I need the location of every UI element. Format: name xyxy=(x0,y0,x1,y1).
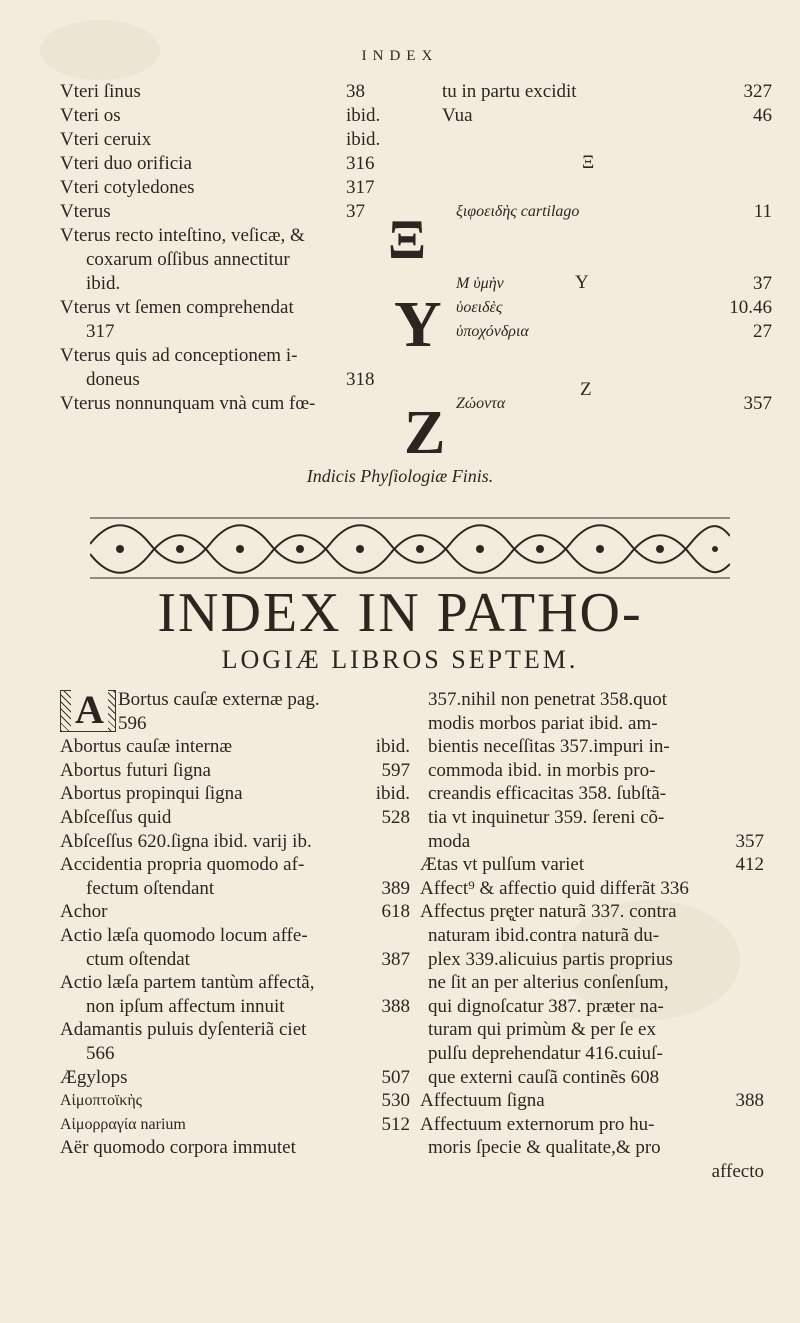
index-entry xyxy=(60,128,410,152)
index-entry xyxy=(428,1018,764,1042)
index-entry xyxy=(60,995,410,1019)
index-page-number: 37 xyxy=(346,201,365,222)
index-page-number: 528 xyxy=(381,806,410,828)
index-entry xyxy=(428,806,764,830)
decorative-ornament-band xyxy=(90,514,730,582)
index-entry xyxy=(60,224,410,248)
index-entry xyxy=(60,830,410,854)
index-entry-text: Affectuum ſigna xyxy=(420,1090,545,1112)
index-entry-text: commoda ibid. in morbis pro- xyxy=(428,759,656,781)
index-entry xyxy=(60,735,410,759)
index-page-number: 317 xyxy=(346,177,375,198)
index-entry-text: Abſceſſus 620.ſigna ibid. varij ib. xyxy=(60,830,312,852)
index-entry-text: Affectus prę̨ter naturã 337. contra xyxy=(420,901,677,923)
index-entry-text: moris ſpecie & qualitate,& pro xyxy=(428,1137,661,1159)
index-entry xyxy=(60,1113,410,1137)
index-entry-text: ξιφοειδὴς cartilago xyxy=(456,203,580,220)
index-entry-text: Ætas vt pulſum variet xyxy=(420,854,585,876)
index-entry-text: coxarum oſſibus annectitur xyxy=(86,249,290,270)
index-entry xyxy=(60,712,410,736)
index-entry-text: 317 xyxy=(86,321,115,342)
initial-letter: A xyxy=(71,689,108,731)
index-entry-text: Accidentia propria quomodo af- xyxy=(60,854,305,876)
index-entry xyxy=(60,344,410,368)
index-entry xyxy=(428,924,764,948)
index-entry-text: fectum oſtendant xyxy=(86,877,215,899)
index-entry-text: tu in partu excidit xyxy=(442,81,577,102)
index-entry xyxy=(60,392,410,416)
index-entry xyxy=(386,128,772,152)
index-entry-text: Vterus quis ad conceptionem i- xyxy=(60,345,298,366)
index-entry-text: Abortus propinqui ſigna xyxy=(60,783,243,805)
index-entry-text: Vteri duo orificia xyxy=(60,153,192,174)
index-entry-text: Vteri ſinus xyxy=(60,81,141,102)
index-page-number: 318 xyxy=(346,369,375,390)
section-letter-y-header: Y xyxy=(575,272,589,293)
index-entry xyxy=(60,948,410,972)
index-entry xyxy=(60,1089,410,1113)
index-entry xyxy=(428,1136,764,1160)
index-page-number: 27 xyxy=(753,321,772,342)
index-page-number: 316 xyxy=(346,153,375,174)
index-page-number: ibid. xyxy=(346,105,381,126)
index-entry-text: Vterus xyxy=(60,201,111,222)
index-entry-text: Vterus nonnunquam vnà cum fœ- xyxy=(60,393,316,414)
section-letter-xi: Ξ xyxy=(388,209,426,271)
pathology-index-right xyxy=(420,688,764,1183)
index-entry xyxy=(60,320,410,344)
index-entry-text: Abortus cauſæ internæ xyxy=(60,736,233,758)
section-end-note: Indicis Phyſiologiæ Finis. xyxy=(306,466,494,486)
index-page-number: 597 xyxy=(381,759,410,781)
index-entry xyxy=(428,712,764,736)
index-entry xyxy=(386,320,772,344)
section-subtitle: LOGIÆ LIBROS SEPTEM. xyxy=(221,645,579,674)
section-letter-y: Y xyxy=(394,288,442,361)
index-entry xyxy=(60,759,410,783)
index-page-number: 10.46 xyxy=(729,297,772,318)
index-entry-text: moda xyxy=(428,830,471,852)
index-entry xyxy=(386,296,772,320)
index-entry-text: ne ſit an per alterius conſenſum, xyxy=(428,972,669,994)
running-head: INDEX xyxy=(361,48,439,64)
index-page-number: ibid. xyxy=(375,736,410,758)
index-entry xyxy=(60,152,410,176)
index-page-number: 388 xyxy=(735,1090,764,1112)
index-page-number: 507 xyxy=(381,1066,410,1088)
index-entry-text: affecto xyxy=(711,1160,764,1182)
index-entry xyxy=(420,853,764,877)
section-letter-z: Z xyxy=(404,399,446,467)
index-page-number: 389 xyxy=(381,877,410,899)
index-entry xyxy=(60,176,410,200)
index-entry xyxy=(60,924,410,948)
index-entry-text: Aër quomodo corpora immutet xyxy=(60,1137,296,1159)
index-entry xyxy=(428,782,764,806)
index-entry xyxy=(420,877,764,901)
index-entry xyxy=(60,200,410,224)
index-entry-text: Vteri ceruix xyxy=(60,129,152,150)
index-entry-text: Adamantis puluis dyſenteriã ciet xyxy=(60,1019,307,1041)
index-page-number: 46 xyxy=(753,105,772,126)
index-entry-text: ibid. xyxy=(86,273,121,294)
index-entry xyxy=(420,900,764,924)
index-entry-text: 357.nihil non penetrat 358.quot xyxy=(428,689,668,710)
index-entry-text: 566 xyxy=(86,1042,115,1064)
index-entry xyxy=(386,152,772,176)
index-entry-text: tia vt inquinetur 359. ſereni cõ- xyxy=(428,806,665,828)
index-entry-text: Vterus recto inteſtino, veſicæ, & xyxy=(60,225,305,246)
index-entry xyxy=(428,759,764,783)
index-entry-text: Actio læſa quomodo locum affe- xyxy=(60,924,308,946)
index-page-number: 387 xyxy=(381,948,410,970)
index-entry-text: Achor xyxy=(60,901,108,923)
index-entry-text: naturam ibid.contra naturã du- xyxy=(428,924,660,946)
index-entry xyxy=(60,368,410,392)
index-entry xyxy=(428,735,764,759)
index-entry-text: Vua xyxy=(442,105,473,126)
index-entry-text: doneus xyxy=(86,369,140,390)
index-entry-text: turam qui primùm & per ſe ex xyxy=(428,1019,656,1041)
index-entry-text: creandis efficacitas 358. ſubſtã- xyxy=(428,783,667,805)
index-entry-text: Μ ὑμὴν xyxy=(456,275,504,292)
index-entry xyxy=(428,688,764,712)
index-entry-text: Ægylops xyxy=(60,1066,128,1088)
section-title: INDEX IN PATHO- xyxy=(157,582,643,644)
index-entry xyxy=(60,900,410,924)
index-entry xyxy=(428,948,764,972)
index-entry xyxy=(60,853,410,877)
index-entry-text: plex 339.alicuius partis proprius xyxy=(428,948,673,970)
index-entry xyxy=(60,877,410,901)
index-page-number: 618 xyxy=(381,901,410,923)
index-entry xyxy=(428,1066,764,1090)
index-entry-text: non ipſum affectum innuit xyxy=(86,995,285,1017)
index-entry xyxy=(386,80,772,104)
index-entry xyxy=(420,1113,764,1137)
index-page-number: 327 xyxy=(743,81,772,102)
index-entry xyxy=(60,971,410,995)
index-entry-text: Bortus cauſæ externæ pag. xyxy=(118,689,320,710)
index-entry xyxy=(386,200,772,224)
index-page-number: 530 xyxy=(381,1090,410,1112)
index-page-number: 412 xyxy=(735,854,764,876)
index-page-number: 357 xyxy=(735,830,764,852)
index-entry xyxy=(386,176,772,200)
index-entry-text: ὑποχόνδρια xyxy=(456,323,529,340)
index-entry-text: qui dignoſcatur 387. præter na- xyxy=(428,995,664,1017)
index-entry-text: Αἱμορραγία narium xyxy=(60,1115,186,1133)
index-page-number: 11 xyxy=(753,201,772,222)
index-entry-text: Ζώοντα xyxy=(456,395,506,412)
index-entry-text: modis morbos pariat ibid. am- xyxy=(428,712,658,734)
index-entry-text: Αἱμοπτοϊκὴς xyxy=(60,1092,143,1110)
index-entry-text: Actio læſa partem tantùm affectã, xyxy=(60,972,315,994)
index-page-number: 38 xyxy=(346,81,365,102)
index-column-right xyxy=(386,80,772,416)
index-entry xyxy=(428,995,764,1019)
index-entry-text: 596 xyxy=(118,712,147,734)
index-entry xyxy=(386,104,772,128)
index-entry-text: Affect⁹ & affectio quid differãt 336 xyxy=(420,877,689,899)
index-entry xyxy=(386,344,772,368)
section-letter-z-header: Z xyxy=(580,379,592,400)
index-entry-text: bientis neceſſitas 357.impuri in- xyxy=(428,736,670,758)
section-letter-xi-header: Ξ xyxy=(582,152,595,173)
index-entry xyxy=(60,80,410,104)
index-entry-text: que externi cauſã continẽs 608 xyxy=(428,1066,660,1088)
index-entry xyxy=(386,248,772,272)
index-column-left xyxy=(60,80,410,416)
index-entry-text: ctum oſtendat xyxy=(86,948,190,970)
index-entry-text: ὑοειδὲς xyxy=(456,299,503,316)
index-entry-text: pulſu deprehendatur 416.cuiuſ- xyxy=(428,1042,663,1064)
index-entry xyxy=(428,1160,764,1184)
index-entry xyxy=(60,1136,410,1160)
index-page-number: 512 xyxy=(381,1113,410,1135)
pathology-index-left xyxy=(60,688,410,1160)
index-entry-text: Abortus futuri ſigna xyxy=(60,759,211,781)
index-page-number: 357 xyxy=(743,393,772,414)
index-page-number: 37 xyxy=(753,273,772,294)
index-entry xyxy=(60,248,410,272)
index-entry xyxy=(60,296,410,320)
index-entry-text: Vteri os xyxy=(60,105,121,126)
index-entry xyxy=(60,688,410,712)
index-entry xyxy=(60,104,410,128)
index-entry xyxy=(420,1089,764,1113)
index-entry xyxy=(428,971,764,995)
index-entry xyxy=(60,1042,410,1066)
index-page-number: ibid. xyxy=(375,783,410,805)
index-page-number: 388 xyxy=(381,995,410,1017)
index-entry-text: Vterus vt ſemen comprehendat xyxy=(60,297,294,318)
index-entry xyxy=(60,782,410,806)
index-entry xyxy=(428,1042,764,1066)
index-entry xyxy=(60,1018,410,1042)
index-entry xyxy=(386,368,772,392)
index-entry-text: Affectuum externorum pro hu- xyxy=(420,1113,655,1135)
index-entry-text: Abſceſſus quid xyxy=(60,806,172,828)
index-entry xyxy=(60,806,410,830)
index-entry xyxy=(60,1066,410,1090)
index-entry xyxy=(428,830,764,854)
index-page-number: ibid. xyxy=(346,129,381,150)
index-entry xyxy=(60,272,410,296)
index-entry-text: Vteri cotyledones xyxy=(60,177,195,198)
index-entry xyxy=(386,224,772,248)
